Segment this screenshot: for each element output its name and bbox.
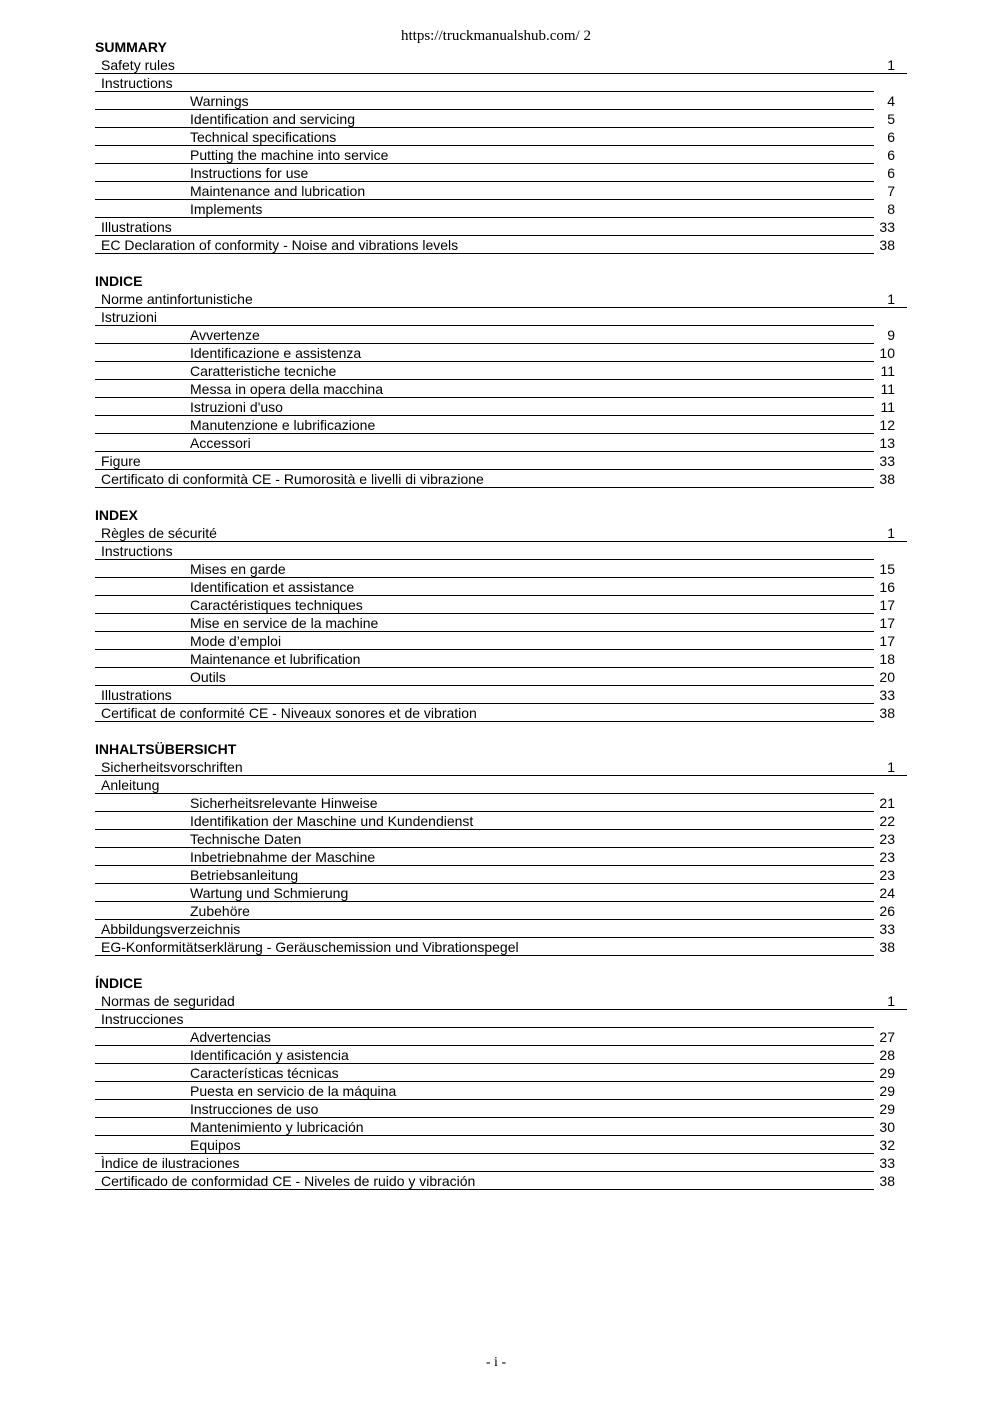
entry-label: EG-Konformitätserklärung - Geräuschemission und Vibrationspegel [101, 939, 519, 955]
entry-label: Sicherheitsvorschriften [101, 759, 243, 775]
entry-underline [95, 721, 874, 722]
entry-page-number: 30 [879, 1119, 895, 1135]
entry-label: Istruzioni [101, 309, 158, 325]
section-title: SUMMARY [95, 39, 167, 55]
entry-label: Caractéristiques techniques [190, 597, 363, 613]
entry-label: Istruzioni d'uso [190, 399, 283, 415]
entry-label: Technische Daten [190, 831, 302, 847]
entry-page-number: 12 [879, 417, 895, 433]
entry-label: Norme antinfortunistiche [101, 291, 253, 307]
entry-label: Mise en service de la machine [190, 615, 379, 631]
toc-entry [95, 542, 907, 560]
entry-page-number: 32 [879, 1137, 895, 1153]
entry-label: Règles de sécurité [101, 525, 217, 541]
toc-entry [95, 776, 907, 794]
section-title: ÍNDICE [95, 975, 143, 991]
toc-subentry [95, 1082, 907, 1100]
entry-label: Sicherheitsrelevante Hinweise [190, 795, 378, 811]
toc-subentry [95, 416, 907, 434]
toc-subentry [95, 884, 907, 902]
entry-page-number: 15 [879, 561, 895, 577]
section-title: INHALTSÜBERSICHT [95, 741, 237, 757]
toc-subentry [95, 182, 907, 200]
table-of-contents [95, 38, 907, 1208]
entry-underline [95, 955, 874, 956]
toc-subentry [95, 1136, 907, 1154]
entry-page-number: 33 [879, 453, 895, 469]
entry-label: Puesta en servicio de la máquina [190, 1083, 397, 1099]
toc-subentry [95, 1046, 907, 1064]
entry-label: Outils [190, 669, 226, 685]
toc-subentry [95, 632, 907, 650]
toc-section [95, 974, 907, 1190]
toc-entry [95, 1010, 907, 1028]
entry-page-number: 27 [879, 1029, 895, 1045]
toc-subentry [95, 1100, 907, 1118]
entry-underline [95, 1189, 874, 1190]
toc-subentry [95, 560, 907, 578]
toc-entry [95, 992, 907, 1010]
entry-label: Implements [190, 201, 263, 217]
entry-page-number: 38 [879, 705, 895, 721]
entry-label: Putting the machine into service [190, 147, 389, 163]
toc-subentry [95, 92, 907, 110]
entry-page-number: 33 [879, 687, 895, 703]
entry-label: Avvertenze [190, 327, 260, 343]
page-footer-number: - i - [485, 1355, 507, 1370]
toc-entry [95, 758, 907, 776]
toc-subentry [95, 668, 907, 686]
entry-page-number: 24 [879, 885, 895, 901]
entry-label: Maintenance and lubrication [190, 183, 366, 199]
toc-entry [95, 236, 907, 254]
section-title: INDEX [95, 507, 138, 523]
entry-label: Normas de seguridad [101, 993, 235, 1009]
entry-page-number: 9 [887, 327, 895, 343]
entry-page-number: 7 [887, 183, 895, 199]
entry-label: Mantenimiento y lubricación [190, 1119, 364, 1135]
entry-page-number: 18 [879, 651, 895, 667]
entry-label: Características técnicas [190, 1065, 339, 1081]
entry-label: Instrucciones de uso [190, 1101, 319, 1117]
toc-subentry [95, 650, 907, 668]
entry-page-number: 23 [879, 831, 895, 847]
entry-label: Identificación y asistencia [190, 1047, 349, 1063]
entry-label: Certificato di conformità CE - Rumorosità e livelli di vibrazione [101, 471, 484, 487]
entry-label: Identifikation der Maschine und Kundendienst [190, 813, 474, 829]
toc-entry [95, 686, 907, 704]
toc-entry [95, 290, 907, 308]
toc-subentry [95, 596, 907, 614]
entry-page-number: 38 [879, 237, 895, 253]
toc-subentry [95, 164, 907, 182]
entry-label: Instructions [101, 75, 173, 91]
entry-page-number: 38 [879, 939, 895, 955]
toc-subentry [95, 362, 907, 380]
entry-underline [95, 253, 874, 254]
entry-page-number: 8 [887, 201, 895, 217]
entry-page-number: 11 [880, 363, 895, 379]
entry-label: Instructions for use [190, 165, 309, 181]
entry-page-number: 28 [879, 1047, 895, 1063]
entry-label: Instructions [101, 543, 173, 559]
entry-page-number: 5 [887, 111, 895, 127]
entry-page-number: 6 [887, 165, 895, 181]
entry-page-number: 16 [879, 579, 895, 595]
entry-page-number: 13 [879, 435, 895, 451]
toc-subentry [95, 1028, 907, 1046]
toc-entry [95, 56, 907, 74]
toc-subentry [95, 380, 907, 398]
entry-label: Safety rules [101, 57, 175, 73]
entry-page-number: 21 [879, 795, 895, 811]
entry-page-number: 1 [887, 57, 895, 73]
toc-entry [95, 704, 907, 722]
entry-page-number: 22 [879, 813, 895, 829]
entry-label: Manutenzione e lubrificazione [190, 417, 376, 433]
toc-subentry [95, 830, 907, 848]
toc-subentry [95, 398, 907, 416]
entry-label: Anleitung [101, 777, 160, 793]
toc-entry [95, 524, 907, 542]
toc-entry [95, 1172, 907, 1190]
entry-label: EC Declaration of conformity - Noise and vibrations levels [101, 237, 459, 253]
toc-entry [95, 74, 907, 92]
entry-label: Instrucciones [101, 1011, 184, 1027]
entry-label: Warnings [190, 93, 249, 109]
entry-page-number: 10 [879, 345, 895, 361]
entry-label: Maintenance et lubrification [190, 651, 361, 667]
section-title: INDICE [95, 273, 143, 289]
entry-label: Mises en garde [190, 561, 286, 577]
entry-page-number: 17 [879, 597, 895, 613]
toc-subentry [95, 128, 907, 146]
toc-subentry [95, 866, 907, 884]
toc-entry [95, 1154, 907, 1172]
entry-page-number: 20 [879, 669, 895, 685]
toc-subentry [95, 434, 907, 452]
entry-page-number: 17 [879, 615, 895, 631]
toc-subentry [95, 326, 907, 344]
toc-entry [95, 470, 907, 488]
toc-section [95, 740, 907, 956]
entry-page-number: 1 [887, 993, 895, 1009]
entry-page-number: 29 [879, 1065, 895, 1081]
entry-page-number: 33 [879, 219, 895, 235]
entry-page-number: 23 [879, 849, 895, 865]
toc-section [95, 272, 907, 488]
entry-underline [95, 487, 874, 488]
toc-entry [95, 308, 907, 326]
entry-page-number: 4 [887, 93, 895, 109]
entry-page-number: 11 [880, 381, 895, 397]
entry-page-number: 29 [879, 1083, 895, 1099]
entry-label: Certificat de conformité CE - Niveaux sonores et de vibration [101, 705, 477, 721]
toc-subentry [95, 344, 907, 362]
entry-label: Zubehöre [190, 903, 250, 919]
toc-subentry [95, 200, 907, 218]
toc-subentry [95, 812, 907, 830]
entry-page-number: 17 [879, 633, 895, 649]
entry-page-number: 23 [879, 867, 895, 883]
entry-label: Identification et assistance [190, 579, 355, 595]
entry-label: Illustrations [101, 687, 172, 703]
entry-label: Mode d’emploi [190, 633, 282, 649]
toc-section [95, 506, 907, 722]
entry-page-number: 1 [887, 759, 895, 775]
toc-subentry [95, 1118, 907, 1136]
entry-page-number: 33 [879, 921, 895, 937]
toc-entry [95, 938, 907, 956]
entry-page-number: 11 [880, 399, 895, 415]
entry-label: Accessori [190, 435, 251, 451]
entry-label: Wartung und Schmierung [190, 885, 349, 901]
toc-entry [95, 218, 907, 236]
entry-page-number: 6 [887, 147, 895, 163]
entry-label: Ìndice de ilustraciones [101, 1155, 240, 1171]
entry-label: Caratteristiche tecniche [190, 363, 337, 379]
toc-entry [95, 452, 907, 470]
toc-subentry [95, 146, 907, 164]
entry-label: Illustrations [101, 219, 172, 235]
entry-page-number: 33 [879, 1155, 895, 1171]
toc-subentry [95, 110, 907, 128]
toc-subentry [95, 794, 907, 812]
entry-label: Messa in opera della macchina [190, 381, 383, 397]
entry-page-number: 29 [879, 1101, 895, 1117]
entry-label: Technical specifications [190, 129, 337, 145]
entry-label: Inbetriebnahme der Maschine [190, 849, 376, 865]
entry-label: Certificado de conformidad CE - Niveles de ruido y vibración [101, 1173, 476, 1189]
entry-page-number: 1 [887, 291, 895, 307]
toc-section [95, 38, 907, 254]
entry-page-number: 26 [879, 903, 895, 919]
toc-subentry [95, 614, 907, 632]
entry-label: Abbildungsverzeichnis [101, 921, 241, 937]
entry-page-number: 38 [879, 1173, 895, 1189]
toc-subentry [95, 902, 907, 920]
entry-page-number: 38 [879, 471, 895, 487]
entry-label: Identificazione e assistenza [190, 345, 362, 361]
toc-subentry [95, 578, 907, 596]
entry-label: Advertencias [190, 1029, 271, 1045]
entry-label: Figure [101, 453, 141, 469]
entry-page-number: 1 [887, 525, 895, 541]
toc-entry [95, 920, 907, 938]
entry-label: Betriebsanleitung [190, 867, 299, 883]
entry-label: Identification and servicing [190, 111, 355, 127]
entry-page-number: 6 [887, 129, 895, 145]
entry-label: Equipos [190, 1137, 241, 1153]
toc-subentry [95, 1064, 907, 1082]
toc-subentry [95, 848, 907, 866]
page-header-url: https://truckmanualshub.com/ 2 [401, 28, 591, 44]
